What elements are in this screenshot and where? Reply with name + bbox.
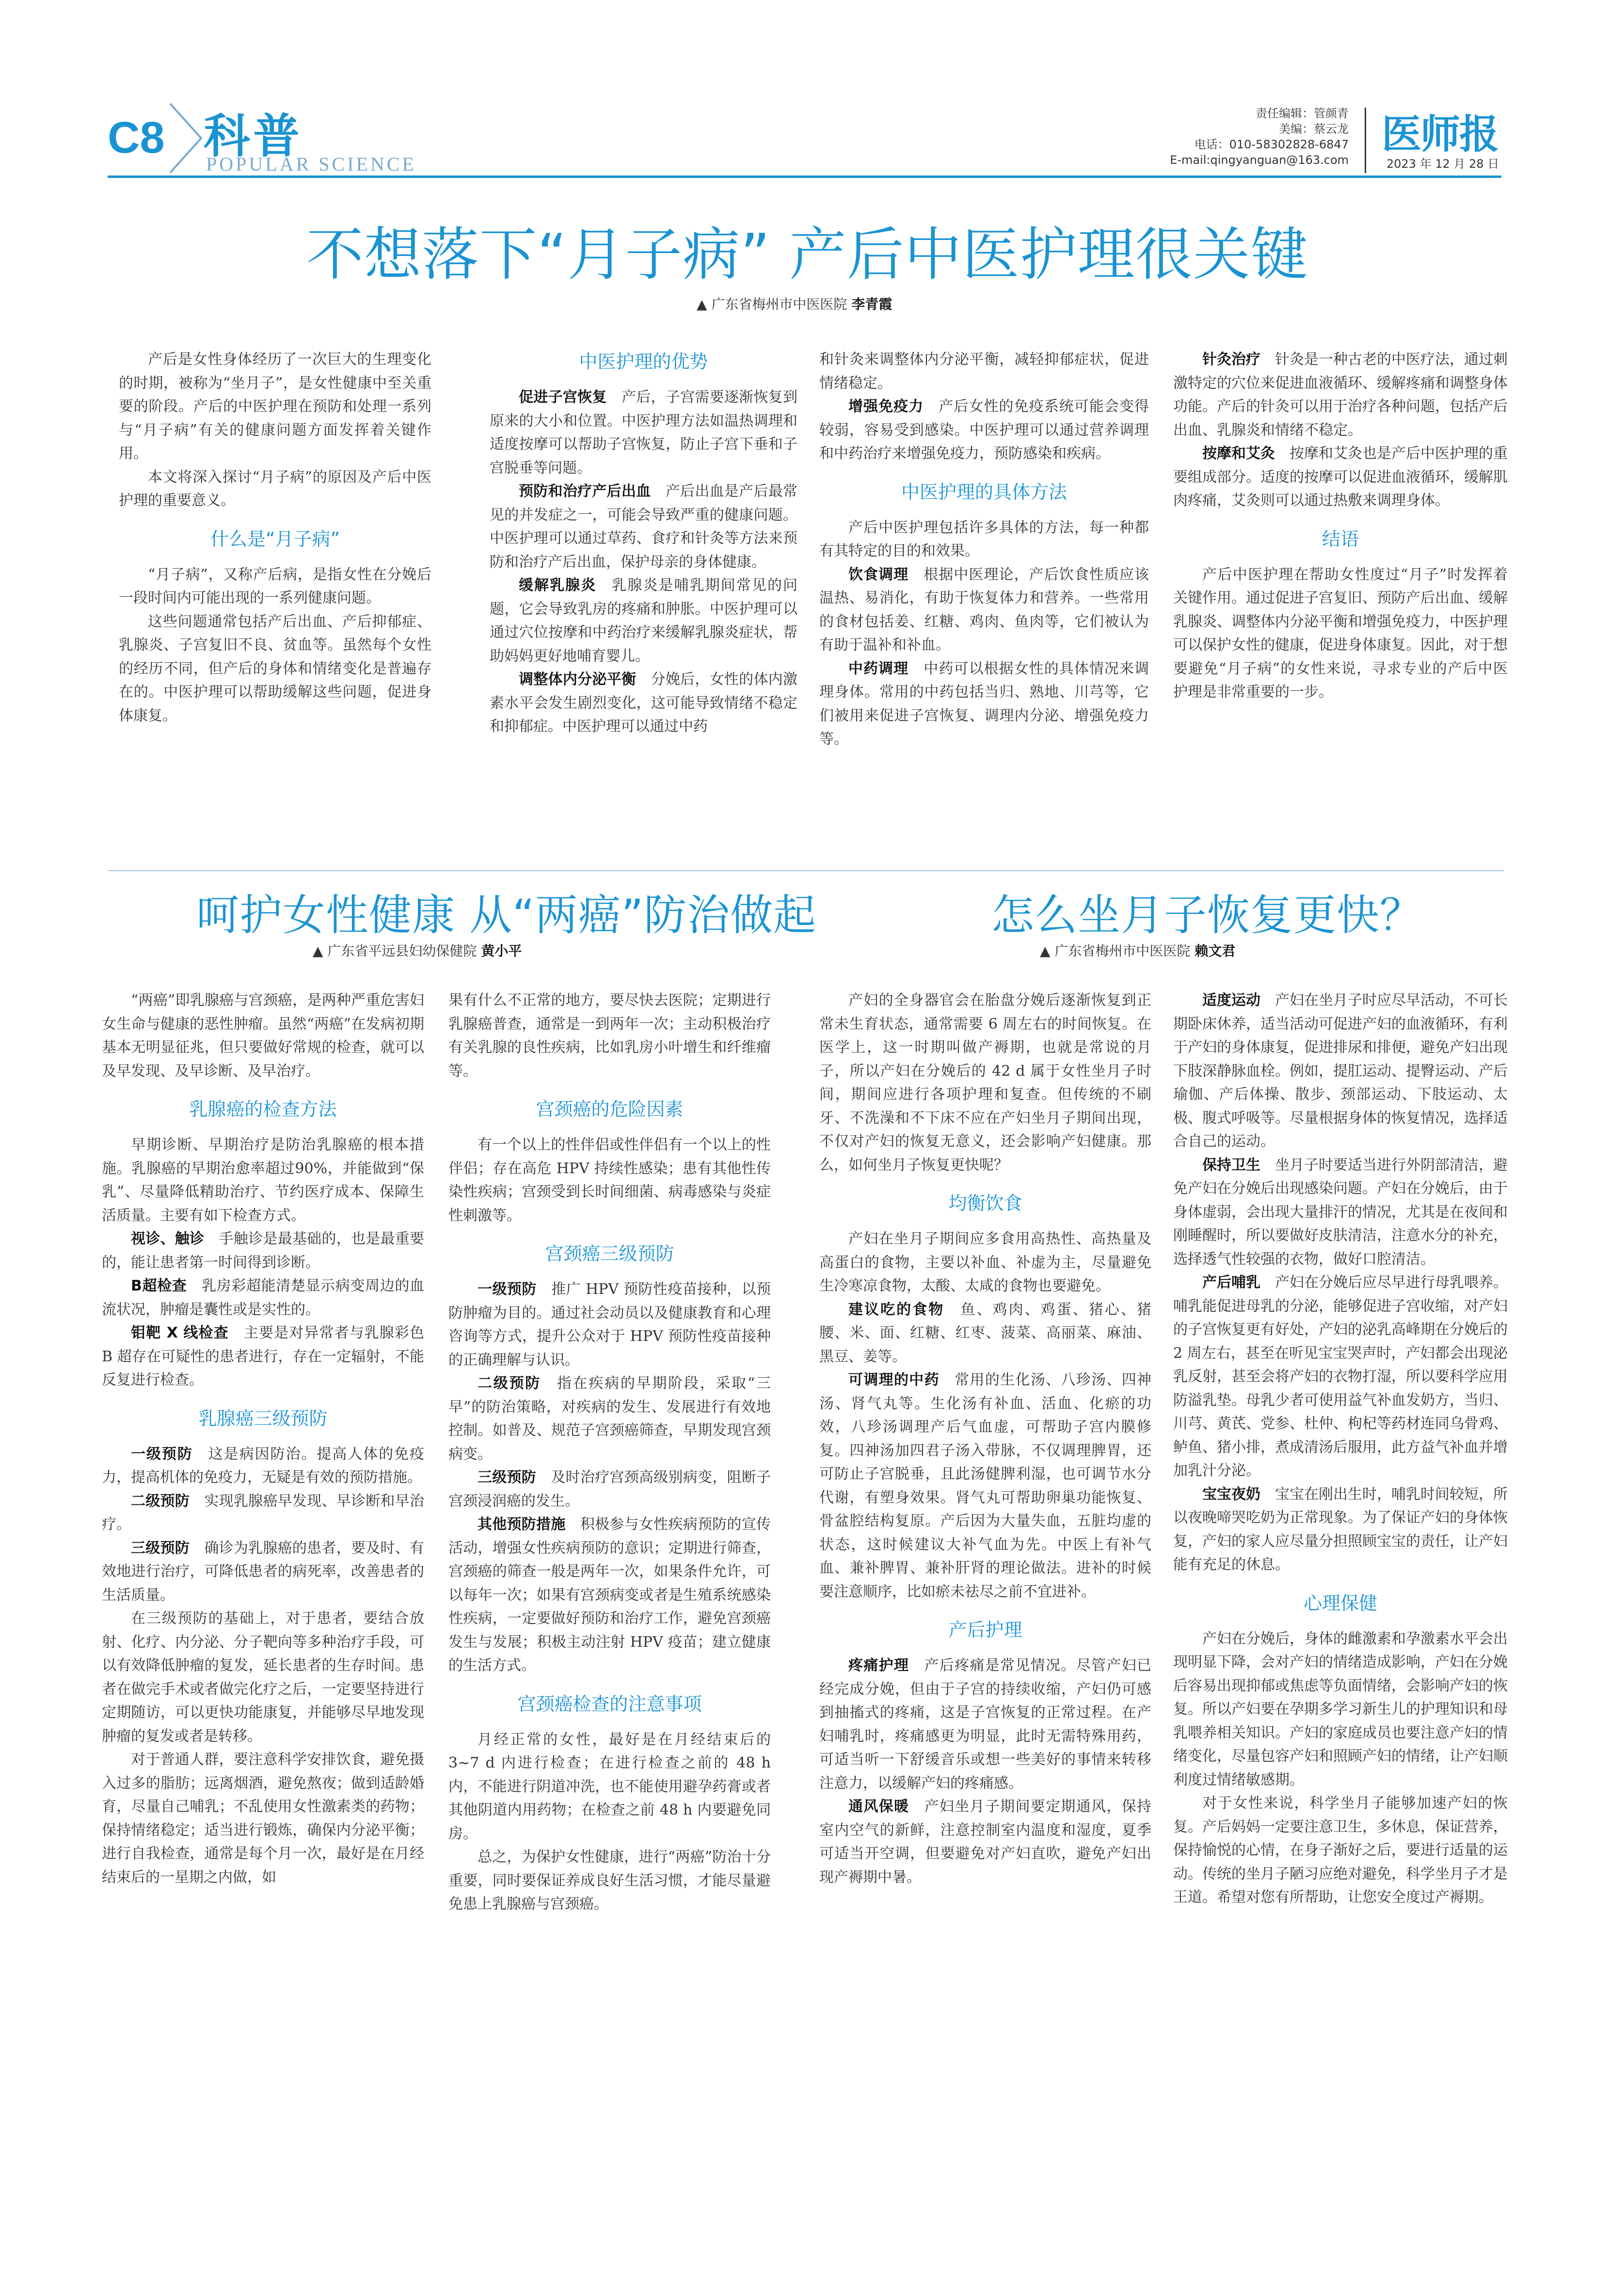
paragraph-text: 坐月子时要适当进行外阴部清洁，避免产妇在分娩后出现感染问题。产妇在分娩后，由于身体虚弱，会出现大量排汗的情况，尤其是在夜间和刚睡醒时，所以要做好皮肤清洁，注意水分的补充，选择透气性较强的衣物，做好口腔清洁。: [1173, 1156, 1508, 1268]
paragraph-keyword: 饮食调理: [848, 566, 909, 583]
paragraph-keyword: 增强免疫力: [848, 398, 924, 415]
paragraph-text: 乳腺炎是哺乳期间常见的问题，它会导致乳房的疼痛和肿胀。中医护理可以通过穴位按摩和中药治疗来缓解乳腺炎症状，帮助妈妈更好地哺育婴儿。: [490, 577, 798, 665]
section-heading: 什么是“月子病”: [210, 528, 340, 550]
paragraph: 产后是女性身体经历了一次巨大的生理变化的时期，被称为“坐月子”，是女性健康中至关重要的阶段。产后的中医护理在预防和处理一系列与“月子病”有关的健康问题方面发挥着关键作用。: [119, 351, 431, 462]
paragraph-keyword: 二级预防: [478, 1375, 542, 1392]
paragraph: 有一个以上的性伴侣或性伴侣有一个以上的性伴侣；存在高危 HPV 持续性感染；患有其他性传染性疾病；宫颈受到长时间细菌、病毒感染与炎症性刺激等。: [448, 1136, 771, 1224]
paragraph-keyword: 二级预防: [131, 1492, 190, 1510]
paragraph: [1173, 442, 1508, 513]
paragraph: [448, 1278, 771, 1372]
paragraph-keyword: 建议吃的食物: [848, 1301, 945, 1318]
paragraph-keyword: 促进子宫恢复: [519, 389, 607, 406]
paragraph: [819, 563, 1149, 657]
paragraph: [819, 1369, 1151, 1604]
paragraph-keyword: 按摩和艾灸: [1202, 445, 1275, 462]
paragraph: [819, 657, 1149, 751]
paragraph-text: 产后出血是产后最常见的并发症之一，可能会导致严重的健康问题。中医护理可以通过草药、食疗和针灸等方法来预防和治疗产后出血，保护母亲的身体健康。: [490, 483, 798, 571]
paragraph: [490, 668, 797, 739]
header-divider: [1365, 108, 1366, 173]
section-heading: 乳腺癌三级预防: [198, 1407, 328, 1429]
paragraph-keyword: 预防和治疗产后出血: [519, 483, 651, 500]
paragraph-keyword: 视诊、触诊: [131, 1230, 205, 1247]
paragraph-text: 实现乳腺癌早发现、早诊断和早治疗。: [102, 1492, 425, 1533]
article-1-headline: 不想落下“月子病” 产后中医护理很关键: [306, 221, 1308, 288]
section-heading: 中医护理的优势: [579, 351, 708, 372]
section-heading: 产后护理: [948, 1619, 1022, 1641]
paragraph: 对于女性来说，科学坐月子能够加速产妇的恢复。产后妈妈一定要注意卫生，多休息，保证营养，保持愉悦的心情，在身子渐好之后，要进行适量的运动。传统的坐月子陋习应绝对避免，科学坐月子才是王道。希望对您有所帮助，让您安全度过产褥期。: [1173, 1795, 1508, 1906]
paragraph: [102, 1490, 424, 1537]
masthead-logo: 医师报: [1382, 111, 1498, 158]
paragraph: [102, 1228, 424, 1275]
paragraph-keyword: 保持卫生: [1202, 1156, 1260, 1174]
paragraph: [1173, 989, 1508, 1154]
paragraph-keyword: 针灸治疗: [1202, 351, 1260, 368]
article-3-col-2: [1173, 989, 1508, 1910]
email-line: E-mail:qingyanguan@163.com: [1170, 153, 1349, 167]
paragraph: 总之，为保护女性健康，进行“两癌”防治十分重要，同时要保证养成良好生活习惯，才能尽量避免患上乳腺癌与宫颈癌。: [448, 1849, 771, 1913]
section-heading: 宫颈癌检查的注意事项: [517, 1693, 702, 1715]
paragraph-keyword: 缓解乳腺炎: [519, 577, 597, 594]
paragraph-keyword: 适度运动: [1202, 992, 1260, 1009]
paragraph: 早期诊断、早期治疗是防治乳腺癌的根本措施。乳腺癌的早期治愈率超过90%，并能做到“保乳”、尽量降低精助治疗、节约医疗成本、保障生活质量。主要有如下检查方式。: [102, 1136, 424, 1224]
paragraph-text: 分娩后，女性的体内激素水平会发生剧烈变化，这可能导致情绪不稳定和抑郁症。中医护理可以通过中药: [490, 671, 798, 735]
section-title: 科普: [204, 109, 303, 163]
paragraph-text: 产妇在分娩后应尽早进行母乳喂养。哺乳能促进母乳的分泌，能够促进子宫收缩，对产妇的子宫恢复更有好处，产妇的泌乳高峰期在分娩后的 2 周左右，甚至在听见宝宝哭声时，产妇都会出现泌乳反射，甚至会将产妇的衣物打湿，所以要科学应用防溢乳垫。母乳少者可使用益气补血发奶方，当归、川芎、黄芪、党参、杜仲、枸杞等药材连同乌骨鸡、鲈鱼、猪小排，煮成清汤后服用，此方益气补血并增加乳汁分泌。: [1173, 1274, 1508, 1479]
header-rule: [108, 175, 1501, 178]
paragraph: [102, 1275, 424, 1322]
paragraph-text: 按摩和艾灸也是产后中医护理的重要组成部分。适度的按摩可以促进血液循环，缓解肌肉疼痛，艾灸则可以通过热敷来调理身体。: [1173, 445, 1508, 509]
paragraph: 这些问题通常包括产后出血、产后抑郁症、乳腺炎、子宫复旧不良、贫血等。虽然每个女性的经历不同，但产后的身体和情绪变化是普遍存在的。中医护理可以帮助缓解这些问题，促进身体康复。: [119, 613, 431, 724]
paragraph-keyword: 通风保暖: [848, 1798, 909, 1815]
paragraph-text: 及时治疗宫颈高级别病变，阻断子宫颈浸润癌的发生。: [448, 1469, 771, 1510]
section-heading: 宫颈癌三级预防: [545, 1243, 674, 1264]
paragraph-keyword: 一级预防: [478, 1281, 537, 1298]
article-1-col-2: [490, 348, 797, 739]
article-1-byline: [697, 294, 892, 313]
paragraph: [448, 1372, 771, 1466]
paragraph: [102, 1537, 424, 1608]
paragraph: 产妇在分娩后，身体的雌激素和孕激素水平会出现明显下降，会对产妇的情绪造成影响，产妇在分娩后容易出现抑郁或焦虑等负面情绪，会影响产妇的恢复。所以产妇要在孕期多学习新生儿的护理知识和母乳喂养相关知识。产妇的家庭成员也要注意产妇的情绪变化，尽量包容产妇和照顾产妇的情绪，让产妇顺利度过情绪敏感期。: [1173, 1630, 1508, 1788]
paragraph-keyword: 一级预防: [131, 1445, 193, 1463]
paragraph: [490, 574, 797, 668]
paragraph: 本文将深入探讨“月子病”的原因及产后中医护理的重要意义。: [119, 468, 431, 509]
paragraph: [448, 1466, 771, 1513]
article-2-byline: [313, 941, 522, 960]
article-3-col-1: [819, 989, 1151, 1889]
issue-date: 2023 年 12 月 28 日: [1386, 157, 1499, 171]
paragraph-keyword: 中药调理: [848, 660, 909, 677]
paragraph-keyword: 可调理的中药: [848, 1371, 940, 1388]
paragraph-keyword: 疼痛护理: [848, 1657, 909, 1674]
byline-prefix: ▲ 广东省梅州市中医医院: [1040, 943, 1195, 959]
byline-prefix: ▲ 广东省平远县妇幼保健院: [313, 943, 481, 959]
paragraph: [1173, 1271, 1508, 1483]
section-heading: 结语: [1322, 528, 1359, 550]
chevron-right-icon: [167, 102, 206, 175]
section-heading: 乳腺癌的检查方法: [189, 1099, 337, 1120]
designer-line: 美编：蔡云龙: [1279, 122, 1349, 136]
paragraph: [448, 1513, 771, 1678]
author-name: 赖文君: [1195, 943, 1236, 959]
paragraph: 对于普通人群，要注意科学安排饮食，避免摄入过多的脂肪；远离烟酒，避免熬夜；做到适龄婚育，尽量自己哺乳；不乱使用女性激素类的药物；保持情绪稳定；适当进行锻炼，确保内分泌平衡；进行自我检查，通常是每个月一次，最好是在月经结束后的一星期之内做，如: [102, 1751, 424, 1886]
paragraph: 和针灸来调整体内分泌平衡，减轻抑郁症状，促进情绪稳定。: [819, 351, 1149, 392]
paragraph-text: 这是病因防治。提高人体的免疫力，提高机体的免疫力，无疑是有效的预防措施。: [102, 1445, 425, 1486]
paragraph: [490, 480, 797, 574]
paragraph-text: 常用的生化汤、八珍汤、四神汤、肾气丸等。生化汤有补血、活血、化瘀的功效，八珍汤调理产后气血虚，可帮助子宫内膜修复。四神汤加四君子汤入带脉，不仅调理脾胃，还可防止子宫脱垂，且此汤健脾利湿，也可调节水分代谢，有塑身效果。肾气丸可帮助卵巢功能恢复、骨盆腔结构复原。产后因为大量失血，五脏均虚的状态，这时候建议大补气血为先。中医上有补气血、兼补脾胃、兼补肝肾的理论做法。进补的时候要注意顺序，比如瘀未祛尽之前不宜进补。: [819, 1371, 1152, 1600]
paragraph: [1173, 1483, 1508, 1577]
paragraph-text: 产妇坐月子期间要定期通风，保持室内空气的新鲜，注意控制室内温度和湿度，夏季可适当开空调，但要避免对产妇直吹，避免产妇出现产褥期中暑。: [819, 1798, 1152, 1886]
section-heading: 中医护理的具体方法: [901, 481, 1067, 503]
paragraph-keyword: 钼靶 X 线检查: [131, 1324, 229, 1341]
phone-line: 电话：010-58302828-6847: [1194, 138, 1349, 151]
paragraph: [102, 1322, 424, 1392]
paragraph-text: 产后，子宫需要逐渐恢复到原来的大小和位置。中医护理方法如温热调理和适度按摩可以帮助子宫恢复，防止子宫下垂和子宫脱垂等问题。: [490, 389, 798, 477]
paragraph: [102, 1443, 424, 1490]
article-1-col-3: [819, 348, 1149, 751]
paragraph-text: 主要是对异常者与乳腺彩色 B 超存在可疑性的患者进行，存在一定辐射，不能反复进行检查。: [102, 1324, 424, 1388]
paragraph-text: 产后疼痛是常见情况。尽管产妇已经完成分娩，但由于子宫的持续收缩，产妇仍可感到抽搐式的疼痛，这是子宫恢复的正常过程。在产妇哺乳时，疼痛感更为明显，此时无需特殊用药，可适当听一下舒缓音乐或想一些美好的事情来转移注意力，以缓解产妇的疼痛感。: [819, 1657, 1152, 1792]
paragraph-text: 针灸是一种古老的中医疗法，通过刺激特定的穴位来促进血液循环、缓解疼痛和调整身体功能。产后的针灸可以用于治疗各种问题，包括产后出血、乳腺炎和情绪不稳定。: [1173, 351, 1508, 439]
section-heading: 心理保健: [1303, 1592, 1377, 1614]
article-2-col-2: [448, 989, 771, 1916]
section-heading: 均衡饮食: [948, 1193, 1022, 1214]
paragraph: 产妇的全身器官会在胎盘分娩后逐渐恢复到正常未生育状态，通常需要 6 周左右的时间恢复。在医学上，这一时期叫做产褥期，也就是常说的月子，所以产妇在分娩后的 42 d 属于女性坐月子时间，期间应进行各项护理和复查。但传统的不刷牙、不洗澡和不下床不应在产妇坐月子期间出现，不仅对产妇的恢复无意义，还会影响产妇健康。那么，如何坐月子恢复更快呢？: [819, 992, 1151, 1174]
paragraph-text: 中药可以根据女性的具体情况来调理身体。常用的中药包括当归、熟地、川芎等，它们被用来促进子宫恢复、调理内分泌、增强免疫力等。: [819, 660, 1149, 748]
editor-line: 责任编辑：管颜青: [1256, 107, 1349, 120]
editor-info: [1170, 106, 1349, 168]
paragraph: [1173, 1154, 1508, 1272]
paragraph-keyword: 其他预防措施: [478, 1516, 566, 1533]
paragraph-keyword: B超检查: [131, 1277, 187, 1294]
paragraph-text: 产妇在坐月子时应尽早活动，不可长期卧床休养，适当活动可促进产妇的血液循环，有利于产妇的身体康复，促进排尿和排便，避免产妇出现下肢深静脉血栓。例如，提肛运动、提臀运动、产后瑜伽、产后体操、散步、颈部运动、下肢运动、太极、腹式呼吸等。尽量根据身体的恢复情况，选择适合自己的运动。: [1173, 992, 1508, 1150]
paragraph-keyword: 产后哺乳: [1202, 1274, 1260, 1291]
paragraph-text: 手触诊是最基础的，也是最重要的，能让患者第一时间得到诊断。: [102, 1230, 425, 1271]
article-3-byline: [1040, 941, 1235, 960]
paragraph: [819, 1298, 1151, 1369]
paragraph-text: 宝宝在刚出生时，哺乳时间较短，所以夜晚啼哭吃奶为正常现象。为了保证产妇的身体恢复，产妇的家人应尽量分担照顾宝宝的责任，让产妇能有充足的休息。: [1173, 1485, 1508, 1573]
paragraph: 产后中医护理在帮助女性度过“月子”时发挥着关键作用。通过促进子宫复旧、预防产后出血、缓解乳腺炎、调整体内分泌平衡和增强免疫力，中医护理可以保护女性的健康，促进身体康复。因此，对于想要避免“月子病”的女性来说，寻求专业的产后中医护理是非常重要的一步。: [1173, 566, 1508, 701]
paragraph: 月经正常的女性，最好是在月经结束后的 3~7 d 内进行检查；在进行检查之前的 48 h 内，不能进行阴道冲洗，也不能使用避孕药膏或者其他阴道内用药物；在检查之前 48 h 内要避免同房。: [448, 1731, 771, 1842]
paragraph-text: 乳房彩超能清楚显示病变周边的血流状况，肿瘤是囊性或是实性的。: [102, 1277, 424, 1318]
paragraph-text: 指在疾病的早期阶段，采取“三早”的防治策略，对疾病的发生、发展进行有效地控制。如普及、规范子宫颈癌筛查，早期发现宫颈病变。: [448, 1375, 771, 1463]
paragraph: [819, 1654, 1151, 1795]
article-3-headline: 怎么坐月子恢复更快？: [991, 890, 1423, 940]
article-1-col-4: [1173, 348, 1508, 704]
paragraph: [490, 386, 797, 480]
author-name: 李青霞: [851, 296, 892, 312]
paragraph: [819, 395, 1149, 466]
page-number: C8: [108, 113, 165, 162]
article-1-col-1: [119, 348, 431, 728]
article-2-col-1: [102, 989, 424, 1889]
paragraph-keyword: 三级预防: [478, 1469, 537, 1486]
paragraph: 果有什么不正常的地方，要尽快去医院；定期进行乳腺癌普查，通常是一到两年一次；主动积极治疗有关乳腺的良性疾病，比如乳房小叶增生和纤维瘤等。: [448, 992, 771, 1080]
paragraph: [1173, 348, 1508, 442]
paragraph-keyword: 调整体内分泌平衡: [519, 671, 637, 688]
paragraph-text: 积极参与女性疾病预防的宣传活动，增强女性疾病预防的意识；定期进行筛查，宫颈癌的筛查一般是两年一次，如果条件允许，可以每年一次；如果有宫颈病变或者是生殖系统感染性疾病，一定要做好预防和治疗工作，避免宫颈癌发生与发展；积极主动注射 HPV 疫苗；建立健康的生活方式。: [448, 1516, 771, 1674]
paragraph: 产后中医护理包括许多具体的方法，每一种都有其特定的目的和效果。: [819, 519, 1149, 559]
paragraph-keyword: 宝宝夜奶: [1202, 1485, 1260, 1503]
paragraph-text: 鱼、鸡肉、鸡蛋、猪心、猪腰、米、面、红糖、红枣、菠菜、高丽菜、麻油、黑豆、姜等。: [819, 1301, 1152, 1365]
paragraph: 在三级预防的基础上，对于患者，要结合放射、化疗、内分泌、分子靶向等多种治疗手段，可以有效降低肿瘤的复发，延长患者的生存时间。患者在做完手术或者做完化疗之后，一定要坚持进行定期随访，可以更快功能康复，并能够尽早地发现肿瘤的复发或者是转移。: [102, 1610, 424, 1745]
article-2-headline: 呵护女性健康 从“两癌”防治做起: [196, 890, 817, 940]
paragraph: “两癌”即乳腺癌与宫颈癌，是两种严重危害妇女生命与健康的恶性肿瘤。虽然“两癌”在发病初期基本无明显征兆，但只要做好常规的检查，就可以及早发现、及早诊断、及早治疗。: [102, 992, 424, 1080]
paragraph-text: 产后女性的免疫系统可能会变得较弱，容易受到感染。中医护理可以通过营养调理和中药治疗来增强免疫力，预防感染和疾病。: [819, 398, 1149, 462]
paragraph-text: 根据中医理论，产后饮食性质应该温热、易消化，有助于恢复体力和营养。一些常用的食材包括姜、红糖、鸡肉、鱼肉等，它们被认为有助于温补和补血。: [819, 566, 1149, 654]
section-divider: [108, 870, 1504, 871]
paragraph-keyword: 三级预防: [131, 1539, 190, 1557]
author-name: 黄小平: [481, 943, 522, 959]
section-subtitle: POPULAR SCIENCE: [206, 153, 416, 175]
paragraph: [819, 1795, 1151, 1889]
paragraph-text: 确诊为乳腺癌的患者，要及时、有效地进行治疗，可降低患者的病死率，改善患者的生活质量。: [102, 1539, 425, 1604]
section-heading: 宫颈癌的危险因素: [536, 1099, 684, 1120]
paragraph: 产妇在坐月子期间应多食用高热性、高热量及高蛋白的食物，主要以补血、补虚为主，尽量避免生冷寒凉食物，太酸、太咸的食物也要避免。: [819, 1230, 1151, 1294]
paragraph: “月子病”，又称产后病，是指女性在分娩后一段时间内可能出现的一系列健康问题。: [119, 566, 431, 606]
byline-prefix: ▲ 广东省梅州市中医医院: [697, 296, 852, 312]
paragraph-text: 推广 HPV 预防性疫苗接种，以预防肿瘤为目的。通过社会动员以及健康教育和心理咨询等方式，提升公众对于 HPV 预防性疫苗接种的正确理解与认识。: [448, 1281, 771, 1369]
